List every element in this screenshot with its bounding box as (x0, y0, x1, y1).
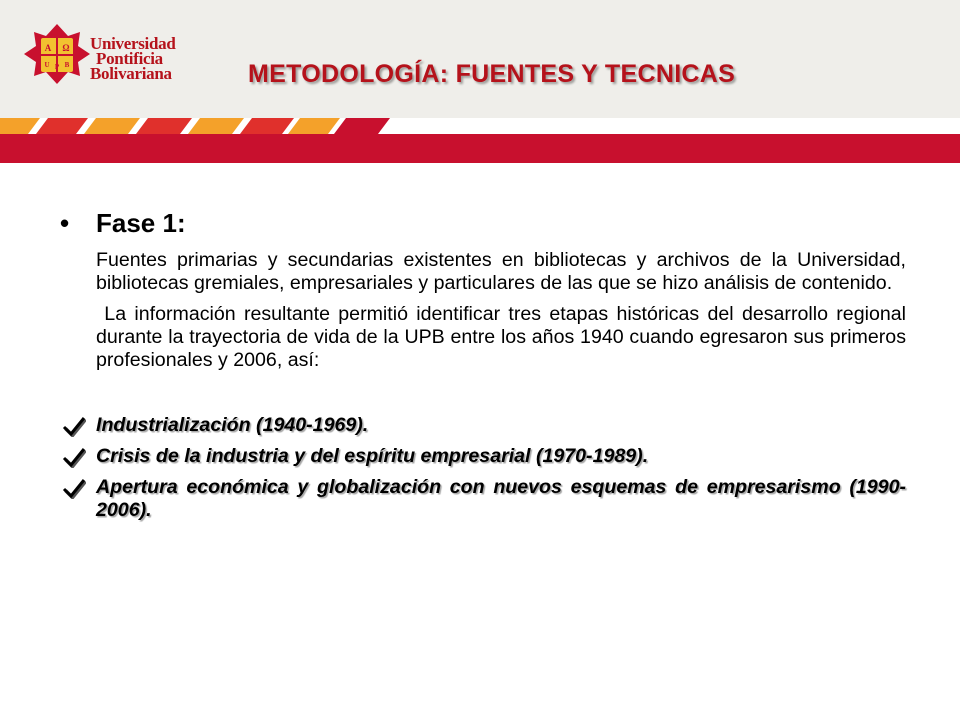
slide-title: METODOLOGÍA: FUENTES Y TECNICAS (248, 60, 736, 88)
stage-text: Apertura económica y globalización con nuevos esquemas de empresarismo (1990-2006). (96, 476, 906, 521)
paragraph-sources: Fuentes primarias y secundarias existentes en bibliotecas y archivos de la Universidad, bibliotecas gremiales, empresariales y particulares de las que se hizo análisis de contenido. (96, 249, 906, 294)
slide-content (60, 208, 906, 530)
header-red-bar (0, 134, 960, 163)
paragraph-stages-intro-text: La información resultante permitió identificar tres etapas históricas del desarrollo regional durante la trayectoria de vida de la UPB entre los años 1940 cuando egresaron sus primeros profesionales y 2006, así: (96, 303, 906, 371)
list-item (60, 414, 906, 437)
paragraph-stages-intro (96, 303, 906, 372)
phase-heading-text: Fase 1: (96, 208, 186, 238)
stage-text: Crisis de la industria y del espíritu empresarial (1970-1989). (96, 445, 649, 467)
logo-line-1: Universidad (90, 34, 176, 53)
logo-line-3: Bolivariana (90, 64, 172, 83)
university-logo-text (90, 36, 176, 81)
list-item (60, 476, 906, 522)
phase-heading (60, 208, 906, 239)
emblem-letter-alpha: A (44, 43, 52, 53)
stage-text: Industrialización (1940-1969). (96, 414, 369, 436)
bullet-icon: • (60, 208, 70, 238)
emblem-letter-b: B (64, 61, 70, 69)
checkmark-icon (62, 477, 86, 499)
logo-line-2: Pontificia (96, 49, 163, 68)
stages-list (60, 414, 906, 522)
emblem-letter-omega: Ω (62, 43, 70, 53)
checkmark-icon (62, 415, 86, 437)
emblem-letter-u: U (44, 61, 50, 69)
slide-header (0, 0, 960, 118)
university-shield-icon (22, 22, 92, 98)
list-item (60, 445, 906, 468)
checkmark-icon (62, 446, 86, 468)
emblem-letter-p: P (54, 63, 60, 71)
decorative-stripes (0, 118, 960, 134)
